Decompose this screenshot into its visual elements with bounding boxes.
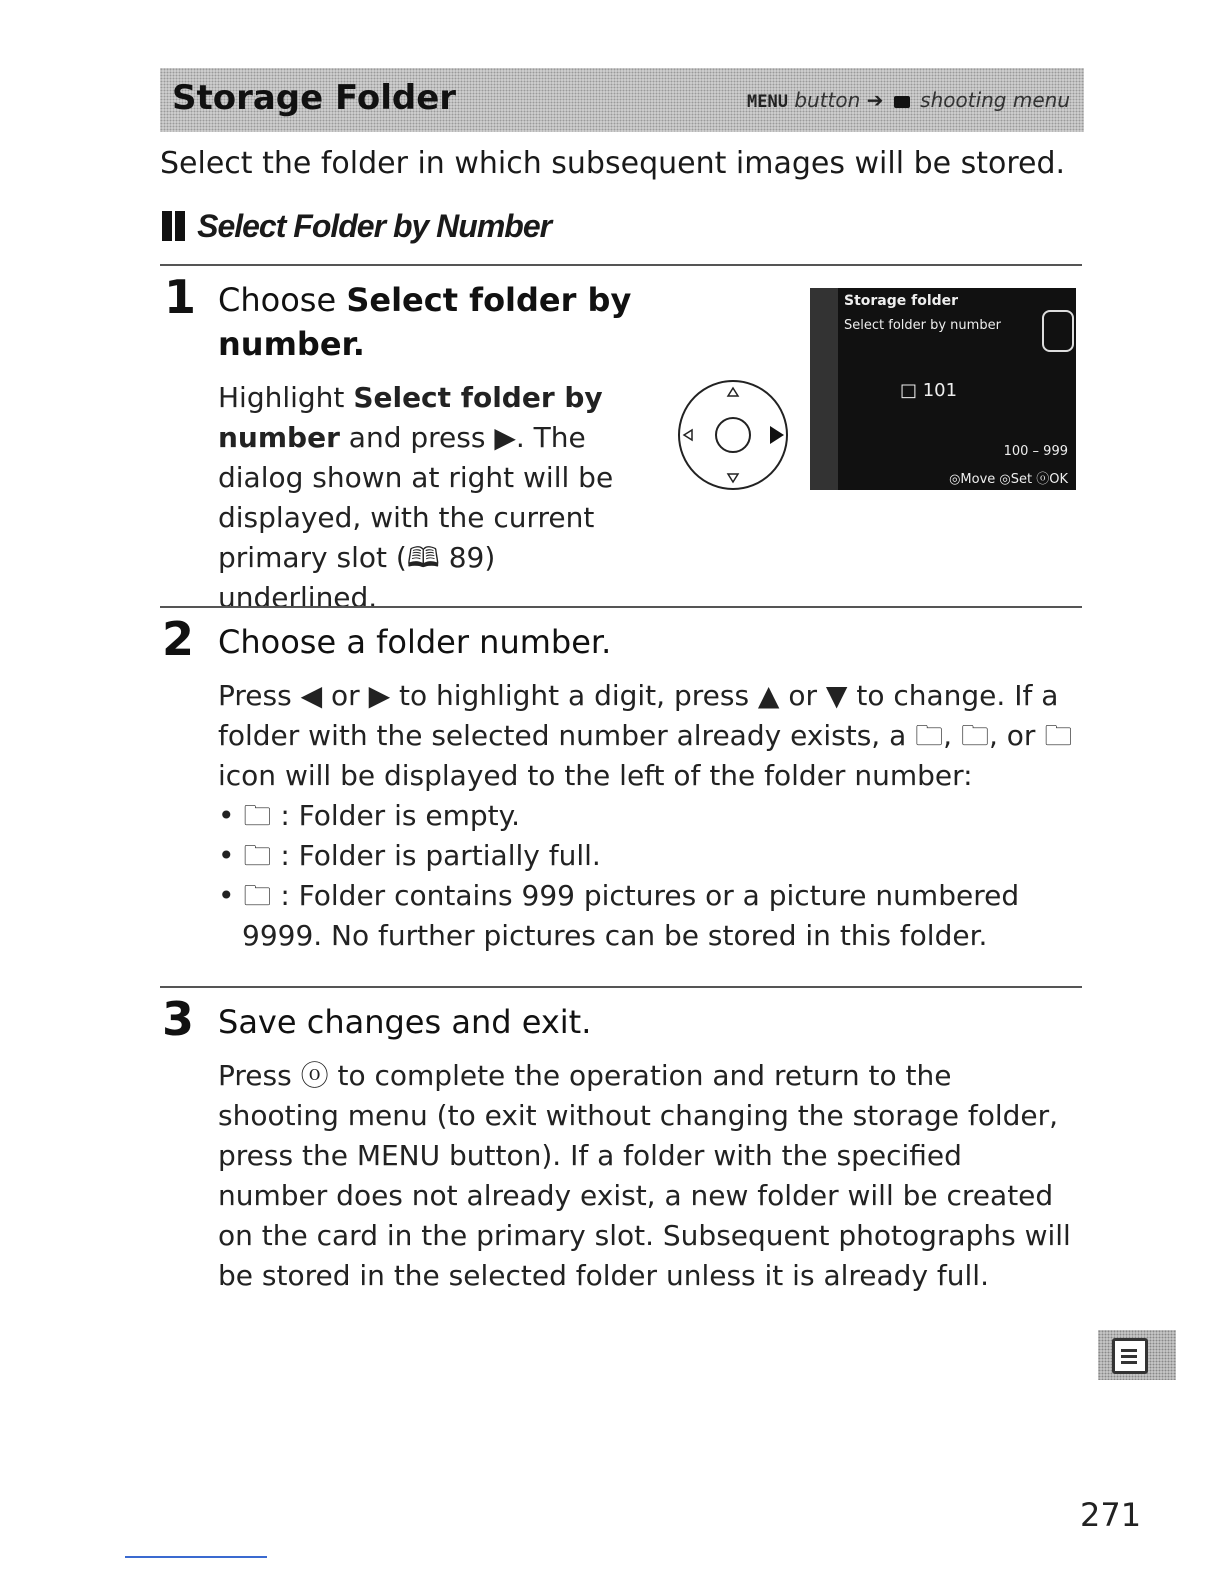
step-title: Save changes and exit. [218, 1003, 592, 1041]
folder-range: 100 – 999 [1003, 444, 1068, 459]
step-body: Press ◀ or ▶ to highlight a digit, press ▲ or ▼ to change. If a folder with the selected number already exists, a 🗀, 🗀, or 🗀 icon will be displayed to the left of the folder number: [218, 679, 1073, 792]
step-body-text: Highlight [218, 381, 354, 414]
menu-name: shooting menu [920, 88, 1070, 112]
step-title-bold: Select folder by number. [218, 281, 632, 363]
divider [160, 264, 1082, 266]
subheading-text: Select Folder by Number [197, 208, 552, 244]
step-body-bold: Select folder by number [218, 381, 603, 454]
arrow-icon: ➔ [866, 88, 884, 112]
button-word: button [794, 88, 861, 112]
step-body: Press ⓞ to complete the operation and return to the shooting menu (to exit without changing the storage folder, press the MENU button). If a folder with the specified number does not already exist, a new folder will be created on the card in the primary slot. Subsequent photographs will be stored in the selected folder unless it is already full. [218, 1059, 1071, 1292]
section-title: Storage Folder [172, 78, 457, 118]
step-body-text: and press ▶. The dialog shown at right will be displayed, with the current primary slot (🕮 89) underlined. [218, 421, 614, 614]
subheading-marker-icon [175, 211, 185, 241]
camera-dialog [810, 288, 1076, 490]
menu-button-word: MENU [747, 92, 788, 112]
step-body [218, 378, 658, 618]
intro-text: Select the folder in which subsequent images will be stored. [160, 146, 1066, 181]
multi-selector-icon [676, 378, 790, 492]
subheading-marker-icon [162, 211, 172, 241]
section-header [160, 68, 1084, 132]
menu-list-icon [1112, 1338, 1148, 1374]
step-number: 2 [162, 612, 195, 666]
footer-line [125, 1556, 267, 1558]
list-item: • 🗀 : Folder is empty. [218, 799, 521, 832]
step-number: 3 [162, 992, 195, 1046]
divider [160, 606, 1082, 608]
camera-icon [894, 96, 910, 108]
folder-number: □ 101 [900, 380, 958, 401]
menu-guide-tab [1098, 1330, 1176, 1380]
step-title [218, 278, 638, 366]
card-slot-icon [1042, 310, 1074, 352]
menu-path [747, 88, 1070, 112]
step-title: Choose a folder number. [218, 623, 612, 661]
bullet-list [218, 796, 1058, 956]
menu-tabs [810, 288, 838, 490]
divider [160, 986, 1082, 988]
dialog-help: ◎Move ◎Set ⓞOK [949, 472, 1068, 487]
step-title-plain: Choose [218, 281, 347, 319]
dialog-item: Select folder by number [844, 318, 1001, 333]
page-number: 271 [1080, 1496, 1142, 1534]
subheading [162, 208, 551, 245]
list-item: • 🗀 : Folder is partially full. [218, 839, 601, 872]
dialog-title: Storage folder [844, 293, 959, 309]
step-number: 1 [164, 270, 197, 324]
list-item: • 🗀 : Folder contains 999 pictures or a picture numbered 9999. No further pictures can be stored in this folder. [218, 879, 1020, 952]
